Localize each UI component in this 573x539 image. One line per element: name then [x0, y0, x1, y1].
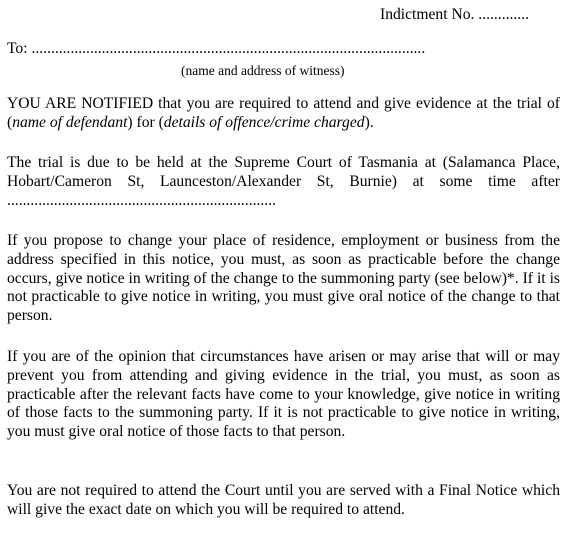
witness-caption: (name and address of witness) — [181, 63, 345, 78]
indictment-number: Indictment No. ............. — [380, 6, 529, 23]
final-notice-paragraph: You are not required to attend the Court until you are served with a Final Notice which will give the exact date on which you will be required to attend. — [7, 482, 560, 518]
witness-to-line — [7, 40, 425, 59]
to-label: To: — [7, 40, 32, 57]
notified-paragraph: YOU ARE NOTIFIED that you are required to attend and give evidence at the trial of (name of defendant) for (details of offence/crime charged). — [7, 95, 560, 131]
change-of-residence-paragraph: If you propose to change your place of residence, employment or business from the address specified in this notice, you must, as soon as practicable before the change occurs, give notice in writing of the change to the summoning party (see below)*. If it is not practicable to give notice in writing, you must give oral notice of the change to that person. — [7, 232, 560, 325]
trial-location-paragraph: The trial is due to be held at the Supreme Court of Tasmania at (Salamanca Place, Hobart/Cameron St, Launceston/Alexander St, Burnie) at some time after ..................................................................... — [7, 154, 560, 209]
circumstances-paragraph: If you are of the opinion that circumstances have arisen or may arise that will or may prevent you from attending and giving evidence in the trial, you must, as soon as practicable after the relevant facts have come to your knowledge, give notice in writing of those facts to the summoning party. If it is not practicable to give notice in writing, you must give oral notice of those facts to that person. — [7, 348, 560, 441]
notified-lead: YOU ARE NOTIFIED — [7, 95, 154, 112]
offence-placeholder: details of offence/crime charged — [163, 113, 365, 131]
to-blank-dots: ..................................................................................................... — [31, 40, 426, 57]
defendant-placeholder: name of defendant — [12, 113, 128, 131]
